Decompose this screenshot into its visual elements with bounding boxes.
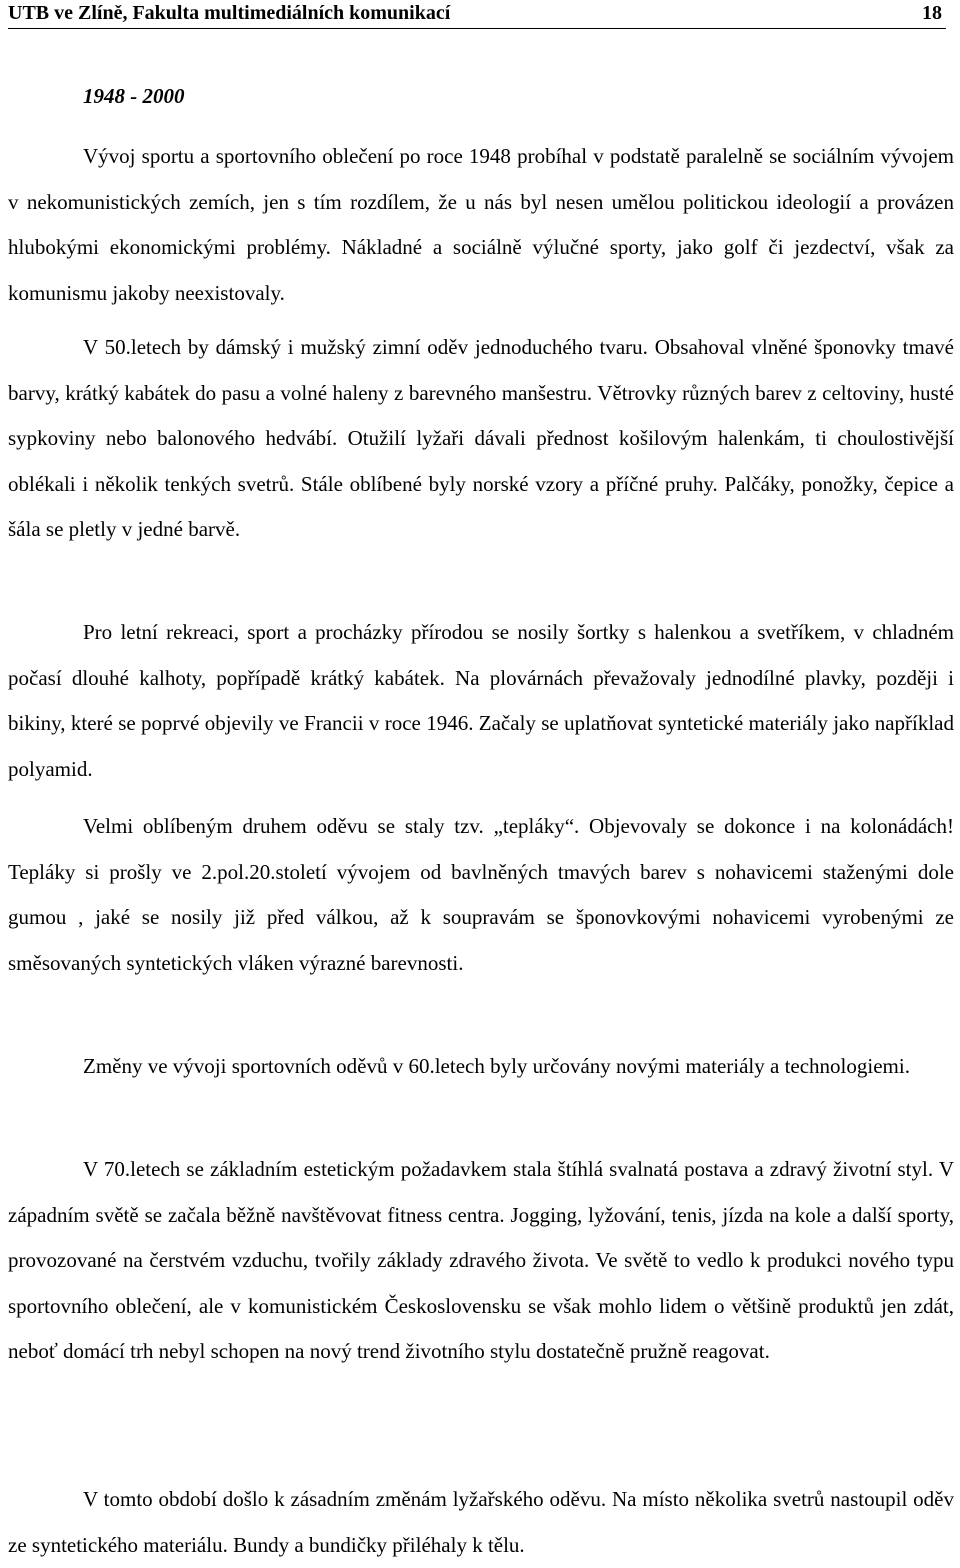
- section-heading: 1948 - 2000: [83, 84, 185, 108]
- page-header: [8, 0, 946, 29]
- paragraph-5: Změny ve vývoji sportovních oděvů v 60.letech byly určovány novými materiály a technologiemi.: [83, 1054, 910, 1078]
- paragraph-4: Velmi oblíbeným druhem oděvu se staly tzv. „tepláky“. Objevovaly se dokonce i na kolonádách! Tepláky si prošly ve 2.pol.20.století vývojem od bavlněných tmavých barev s nohavicemi staženými dole gumou , jaké se nosily již před válkou, až k soupravám se šponovkovými nohavicemi vyrobenými ze směsovaných syntetických vláken výrazné barevnosti.: [8, 814, 954, 975]
- paragraph-1: Vývoj sportu a sportovního oblečení po roce 1948 probíhal v podstatě paralelně se sociálním vývojem v nekomunistických zemích, jen s tím rozdílem, že u nás byl nesen umělou politickou ideologií a provázen hlubokými ekonomickými problémy. Nákladné a sociálně výlučné sporty, jako golf či jezdectví, však za komunismu jakoby neexistovaly.: [8, 144, 954, 305]
- paragraph-3: Pro letní rekreaci, sport a procházky přírodou se nosily šortky s halenkou a svetříkem, v chladném počasí dlouhé kalhoty, popřípadě krátký kabátek. Na plovárnách převažovaly jednodílné plavky, později i bikiny, které se poprvé objevily ve Francii v roce 1946. Začaly se uplatňovat syntetické materiály jako například polyamid.: [8, 620, 954, 781]
- paragraph-7: V tomto období došlo k zásadním změnám lyžařského oděvu. Na místo několika svetrů nastoupil oděv ze syntetického materiálu. Bundy a bundičky přiléhaly k tělu.: [8, 1487, 954, 1557]
- paragraph-6: V 70.letech se základním estetickým požadavkem stala štíhlá svalnatá postava a zdravý životní styl. V západním světě se začala běžně navštěvovat fitness centra. Jogging, lyžování, tenis, jízda na kole a další sporty, provozované na čerstvém vzduchu, tvořily základy zdravého života. Ve světě to vedlo k produkci nového typu sportovního oblečení, ale v komunistickém Československu se však mohlo lidem o většině produktů jen zdát, neboť domácí trh nebyl schopen na nový trend životního stylu dostatečně pružně reagovat.: [8, 1157, 954, 1363]
- header-page-number: 18: [922, 2, 942, 24]
- paragraph-2: V 50.letech by dámský i mužský zimní oděv jednoduchého tvaru. Obsahoval vlněné šponovky tmavé barvy, krátký kabátek do pasu a volné haleny z barevného manšestru. Větrovky různých barev z celtoviny, husté sypkoviny nebo balonového hedvábí. Otužilí lyžaři dávali přednost košilovým halenkám, ti choulostivější oblékali i několik tenkých svetrů. Stále oblíbené byly norské vzory a příčné pruhy. Palčáky, ponožky, čepice a šála se pletly v jedné barvě.: [8, 335, 954, 541]
- header-institution: UTB ve Zlíně, Fakulta multimediálních komunikací: [8, 2, 451, 24]
